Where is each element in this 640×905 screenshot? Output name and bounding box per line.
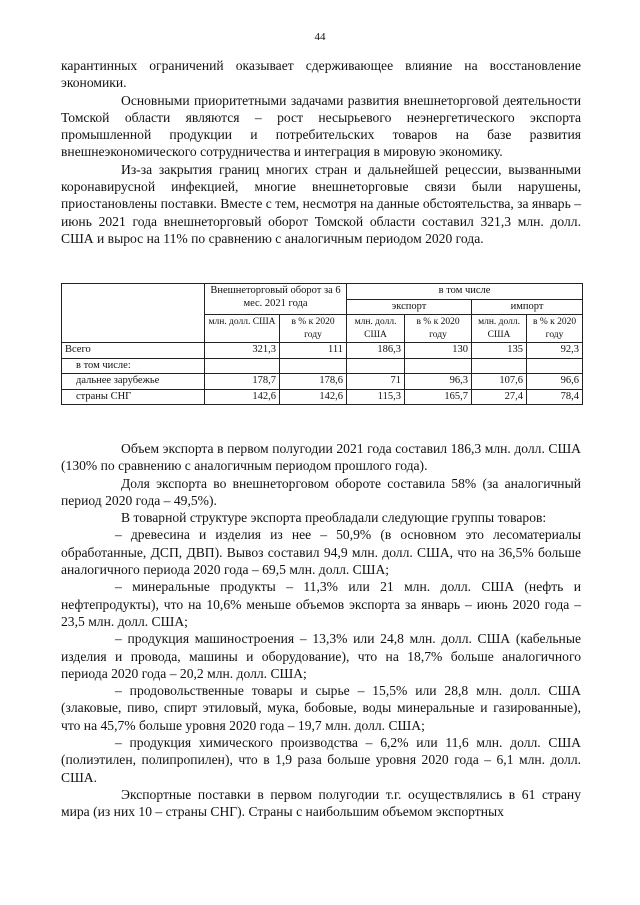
bottom-text-block — [61, 440, 581, 821]
row-label: в том числе: — [62, 358, 205, 374]
table-cell — [472, 358, 527, 374]
table-cell: 142,6 — [205, 389, 280, 405]
table-row — [62, 374, 583, 390]
table-row — [62, 358, 583, 374]
table-cell: 27,4 — [472, 389, 527, 405]
list-item: – минеральные продукты – 11,3% или 21 млн. долл. США (нефть и нефтепродукты), что на 10,6% меньше объемов экспорта за январь – июнь 2020 года – 23,5 млн. долл. США; — [61, 579, 581, 629]
paragraph: Экспортные поставки в первом полугодии т.г. осуществлялись в 61 страну мира (из них 10 – страны СНГ). Страны с наибольшим объемом экспортных — [61, 786, 581, 820]
foreign-trade-table — [61, 283, 583, 405]
top-text-block — [61, 57, 581, 247]
table-cell: 142,6 — [280, 389, 347, 405]
table-header-mln: млн. долл. США — [347, 315, 405, 343]
table-cell: 178,7 — [205, 374, 280, 390]
table-cell: 111 — [280, 343, 347, 359]
table-cell: 92,3 — [527, 343, 583, 359]
list-item: – продукция машиностроения – 13,3% или 24,8 млн. долл. США (кабельные изделия и провода, машины и оборудование), что на 18,7% больше аналогичного периода 2020 года – 20,2 млн. долл. США; — [61, 631, 581, 681]
table-header-import: импорт — [472, 299, 583, 315]
table-cell: 71 — [347, 374, 405, 390]
list-item: – продовольственные товары и сырье – 15,5% или 28,8 млн. долл. США (злаковые, пиво, спирт этиловый, мука, бобовые, воды минеральные и газированные), что на 45,7% больше уровня 2020 года – 19,7 млн. долл. США; — [61, 683, 581, 733]
paragraph: Объем экспорта в первом полугодии 2021 года составил 186,3 млн. долл. США (130% по сравнению с аналогичным периодом прошлого года). — [61, 441, 581, 474]
table-cell: 186,3 — [347, 343, 405, 359]
row-label: Всего — [62, 343, 205, 359]
table-cell: 96,3 — [405, 374, 472, 390]
table-row — [62, 343, 583, 359]
list-item: – продукция химического производства – 6,2% или 11,6 млн. долл. США (полиэтилен, полипропилен), что в 1,9 раза больше уровня 2020 года – 6,1 млн. долл. США. — [61, 735, 581, 785]
table-header-pct: в % к 2020 году — [527, 315, 583, 343]
row-label: страны СНГ — [62, 389, 205, 405]
table-row — [62, 389, 583, 405]
table-cell: 78,4 — [527, 389, 583, 405]
row-label: дальнее зарубежье — [62, 374, 205, 390]
table-cell: 165,7 — [405, 389, 472, 405]
table-header-export: экспорт — [347, 299, 472, 315]
table-cell: 135 — [472, 343, 527, 359]
table-cell: 178,6 — [280, 374, 347, 390]
paragraph: Из-за закрытия границ многих стран и дальнейшей рецессии, вызванными коронавирусной инфекцией, многие внешнеторговые связи были нарушены, приостановлены поставки. Вместе с тем, несмотря на данные обстоятельства, за январь – июнь 2021 года внешнеторговый оборот Томской области составил 321,3 млн. долл. США и вырос на 11% по сравнению с аналогичным периодом 2020 года. — [61, 161, 581, 246]
table-cell: 96,6 — [527, 374, 583, 390]
paragraph: В товарной структуре экспорта преобладали следующие группы товаров: — [121, 510, 547, 526]
table-header-pct: в % к 2020 году — [405, 315, 472, 343]
table-cell — [205, 358, 280, 374]
table-cell: 115,3 — [347, 389, 405, 405]
page-number: 44 — [314, 31, 326, 43]
table-header-turnover: Внешнеторговый оборот за 6 мес. 2021 года — [205, 284, 347, 315]
table-cell: 130 — [405, 343, 472, 359]
table-cell: 107,6 — [472, 374, 527, 390]
table-header-incl: в том числе — [347, 284, 583, 300]
table-header-mln: млн. долл. США — [472, 315, 527, 343]
table-header-pct: в % к 2020 году — [280, 315, 347, 343]
table-cell — [347, 358, 405, 374]
list-item: – древесина и изделия из нее – 50,9% (в основном это лесоматериалы обработанные, ДСП, ДВП). Вывоз составил 94,9 млн. долл. США, что на 36,5% больше аналогичного периода 2020 года – 69,5 млн. долл. США; — [61, 527, 581, 578]
paragraph: карантинных ограничений оказывает сдерживающее влияние на восстановление экономики. — [61, 58, 581, 91]
table-cell — [280, 358, 347, 374]
table-header-mln: млн. долл. США — [205, 315, 280, 343]
table-cell: 321,3 — [205, 343, 280, 359]
paragraph: Основными приоритетными задачами развития внешнеторговой деятельности Томской области являются – рост несырьевого неэнергетического экспорта промышленной продукции и потребительских товаров на базе развития внешнеэкономического сотрудничества и интеграция в мировую экономику. — [61, 92, 581, 160]
table-cell — [405, 358, 472, 374]
table-corner-cell — [62, 284, 205, 343]
table-cell — [527, 358, 583, 374]
paragraph: Доля экспорта во внешнеторговом обороте составила 58% (за аналогичный период 2020 года – 49,5%). — [61, 475, 581, 508]
